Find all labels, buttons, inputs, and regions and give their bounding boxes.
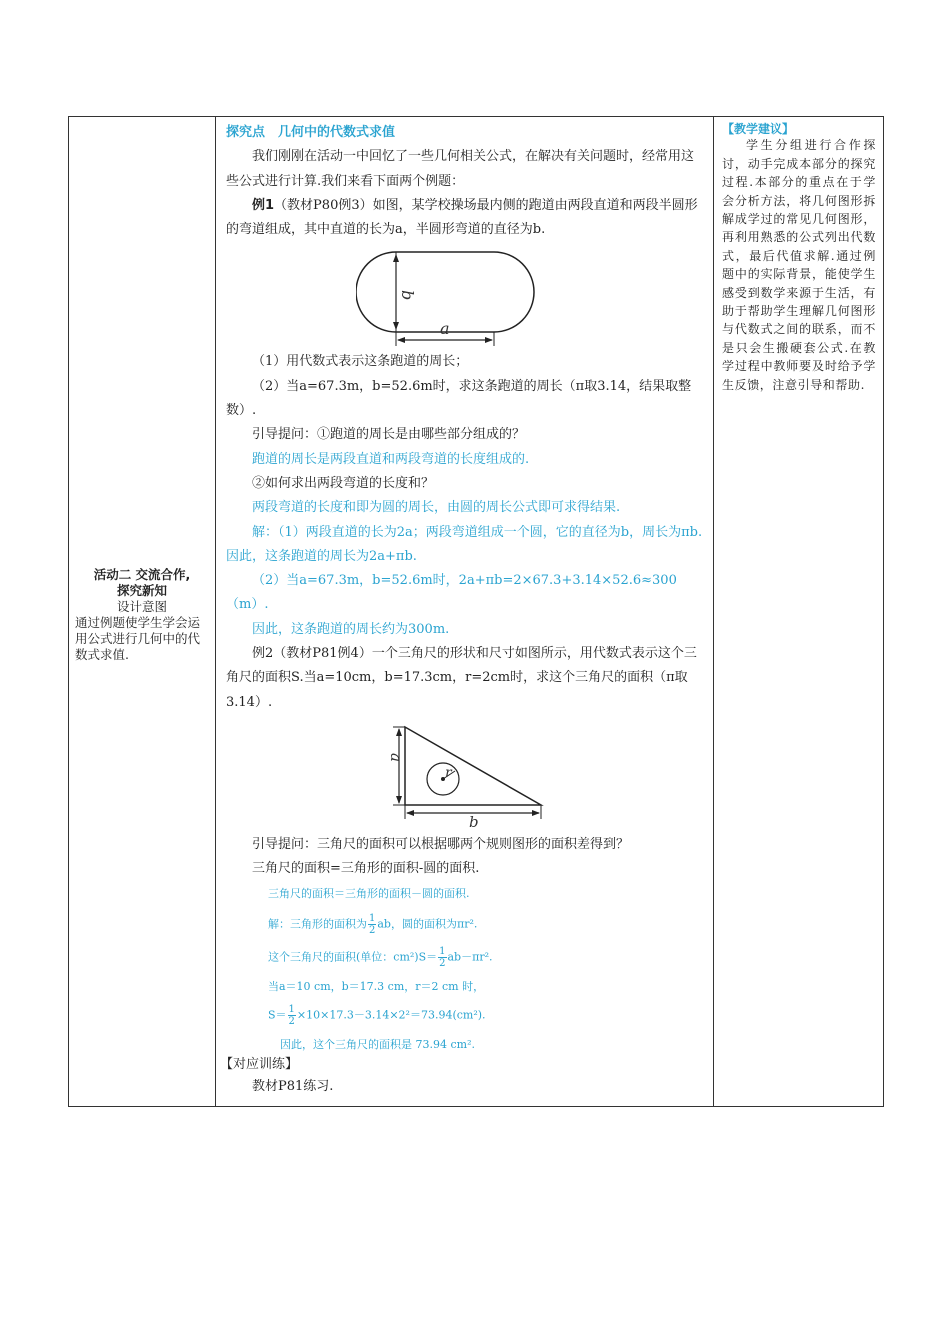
triangle-ruler-figure xyxy=(381,719,551,827)
answer-1: 跑道的周长是两段直道和两段弯道的长度组成的. xyxy=(252,451,530,467)
design-intent-text: 通过例题使学生学会运用公式进行几何中的代数式求值. xyxy=(75,614,201,662)
label-a: a xyxy=(386,752,405,762)
solution-2: （2）当a=67.3m，b=52.6m时，2a+πb=2×67.3+3.14×52.6≈300（m）. xyxy=(226,573,677,613)
activity-cell xyxy=(69,117,216,1107)
solution-line: 因此，这个三角尺的面积是 73.94 cm². xyxy=(280,1037,475,1051)
question-1: （1）用代数式表示这条跑道的周长； xyxy=(252,354,469,370)
intro-paragraph: 我们刚刚在活动一中回忆了一些几何相关公式，在解决有关问题时，经常用这些公式进行计算.我们来看下面两个例题： xyxy=(226,149,695,189)
suggestion-heading: 【教学建议】 xyxy=(722,122,795,136)
practice-text: 教材P81练习. xyxy=(252,1078,334,1094)
suggestion-cell xyxy=(714,117,884,1107)
design-intent-label: 设计意图 xyxy=(116,598,167,614)
answer-3: 三角尺的面积=三角形的面积-圆的面积. xyxy=(252,861,480,877)
question-2: （2）当a=67.3m，b=52.6m时，求这条跑道的周长（π取3.14，结果取整数）. xyxy=(226,378,692,419)
label-b: b xyxy=(468,812,479,827)
solution-line: S＝ $\frac{1}{2}$ ×10×17.3－3.14×2²＝73.94(cm²). xyxy=(268,1003,486,1027)
example-1: 例1（教材P80例3）如图，某学校操场最内侧的跑道由两段直道和两段半圆形的弯道组成，其中直道的长为a，半圆形弯道的直径为b. xyxy=(226,197,698,238)
solution-line: 当a＝10 cm，b＝17.3 cm，r＝2 cm 时， xyxy=(268,979,485,993)
activity-title: 活动二 交流合作, 探究新知 xyxy=(93,566,191,598)
guide-question-2: ②如何求出两段弯道的长度和？ xyxy=(252,475,435,491)
content-cell xyxy=(216,117,714,1107)
example-2: 例2（教材P81例4）一个三角尺的形状和尺寸如图所示，用代数式表示这个三角尺的面积S.当a=10cm，b=17.3cm，r=2cm时，求这个三角尺的面积（π取3.14）. xyxy=(226,646,697,710)
solution-1: 解：（1）两段直道的长为2a；两段弯道组成一个圆，它的直径为b，周长为πb.因此，这条跑道的周长为2a+πb. xyxy=(226,524,703,564)
section-heading: 探究点 几何中的代数式求值 xyxy=(226,125,396,140)
solution-line: 这个三角尺的面积(单位：cm²)S＝ $\frac{1}{2}$ ab－πr². xyxy=(268,945,493,969)
solution-line: 解：三角形的面积为 $\frac{1}{2}$ ab，圆的面积为πr². xyxy=(268,912,478,936)
label-a: a xyxy=(439,319,450,339)
solution-3: 因此，这条跑道的周长约为300m. xyxy=(252,621,450,637)
solution-line: 三角尺的面积＝三角形的面积－圆的面积. xyxy=(268,886,470,900)
lesson-table xyxy=(68,116,884,1107)
example-2-solution xyxy=(226,886,705,1052)
label-r: r xyxy=(444,764,452,781)
answer-2: 两段弯道的长度和即为圆的周长，由圆的周长公式即可求得结果. xyxy=(252,500,621,516)
track-figure xyxy=(356,244,576,350)
practice-label: 【对应训练】 xyxy=(220,1056,299,1072)
guide-question-3: 引导提问：三角尺的面积可以根据哪两个规则图形的面积差得到？ xyxy=(252,836,630,852)
label-b: b xyxy=(397,290,417,301)
guide-question-1: 引导提问：①跑道的周长是由哪些部分组成的？ xyxy=(252,427,526,443)
suggestion-text: 学生分组进行合作探讨，动手完成本部分的探究过程.本部分的重点在于学会分析方法，将几何图形拆解成学过的常见几何图形，再利用熟悉的公式列出代数式，最后代值求解.通过例题中的实际背景，能使学生感受到数学来源于生活，有助于帮助学生理解几何图形与代数式之间的联系，而不是只会生搬硬套公式.在教学过程中教师要及时给予学生反馈，注意引导和帮助. xyxy=(722,138,876,392)
